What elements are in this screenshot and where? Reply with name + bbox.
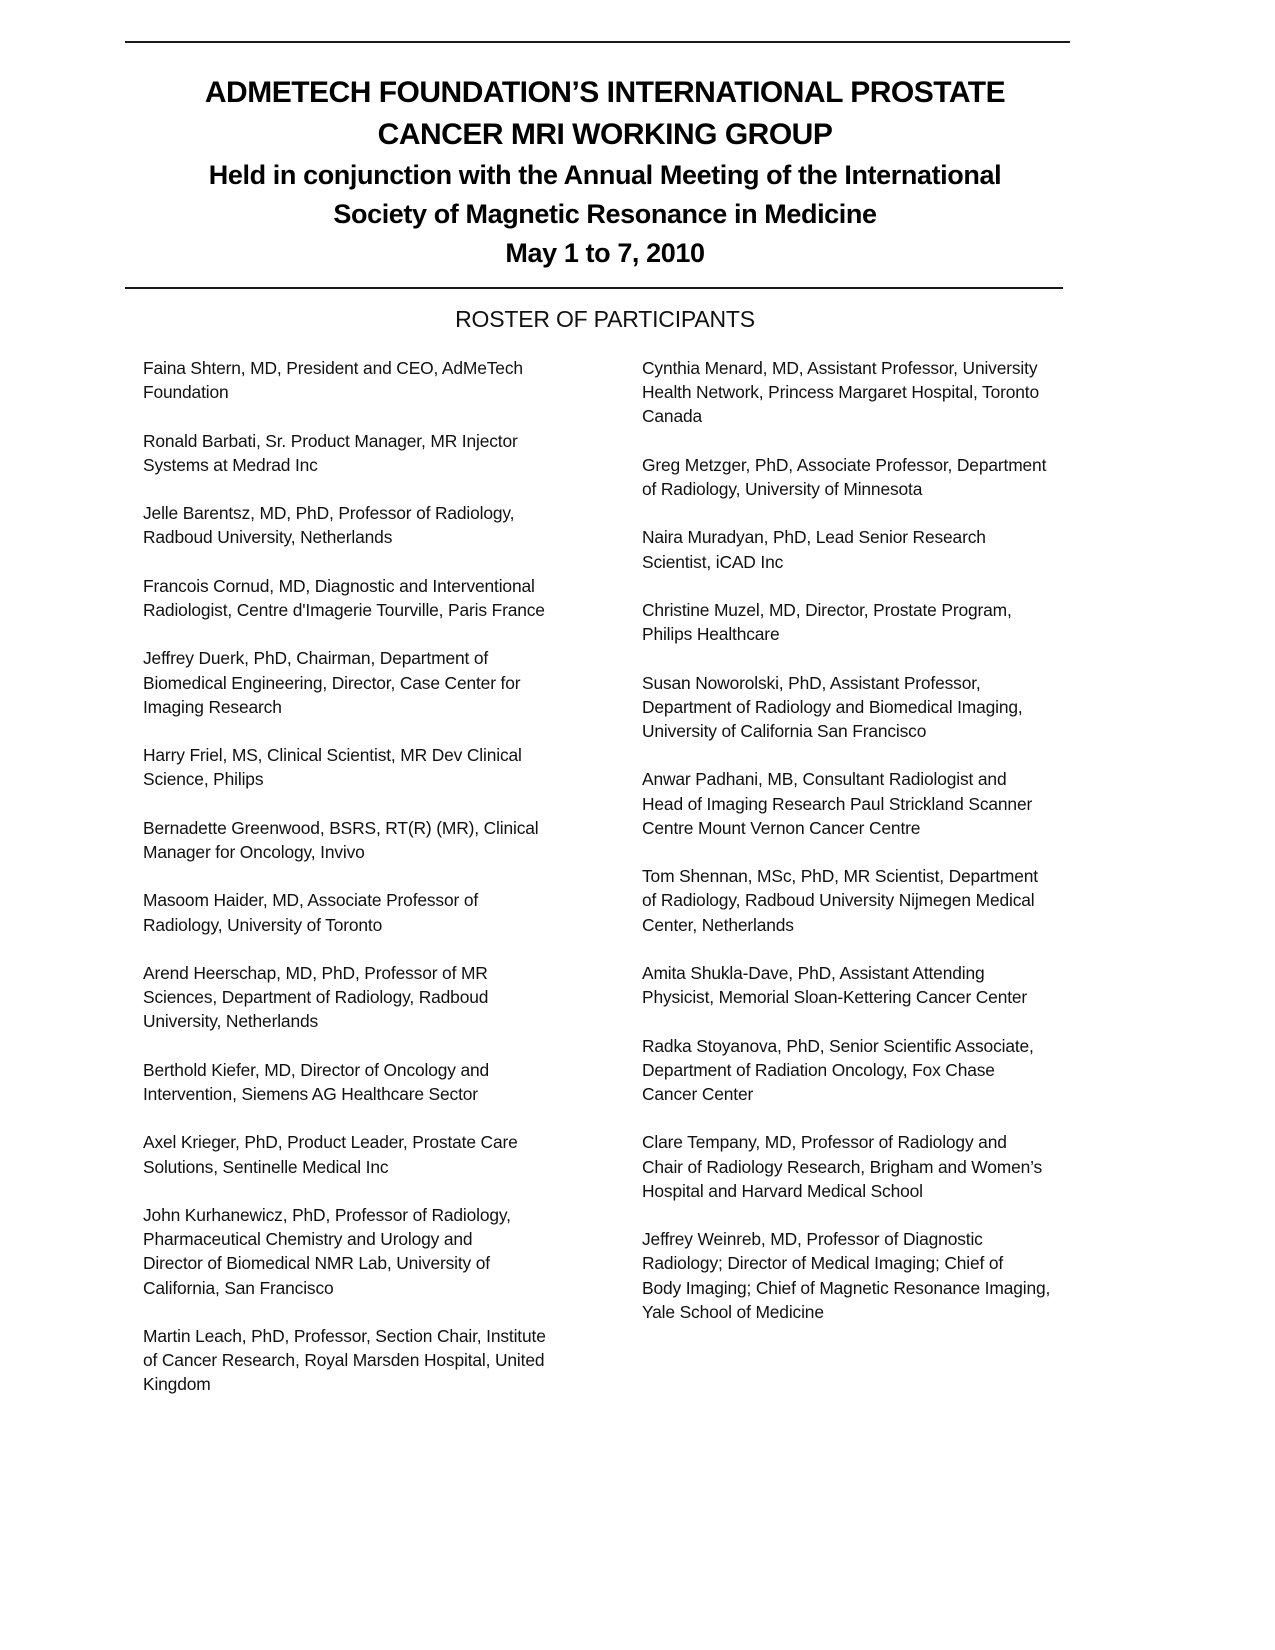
participant-entry	[143, 743, 583, 791]
participant-entry-line: Head of Imaging Research Paul Strickland Scanner	[642, 793, 1033, 814]
participant-entry-line: Radiology; Director of Medical Imaging; Chief of	[642, 1253, 1004, 1274]
participant-entry-line: Anwar Padhani, MB, Consultant Radiologist and	[642, 769, 1007, 790]
participant-entry-line: Intervention, Siemens AG Healthcare Sector	[143, 1083, 478, 1104]
participant-entry-line: John Kurhanewicz, PhD, Professor of Radiology,	[143, 1204, 511, 1225]
participant-entry	[642, 671, 1082, 744]
participant-entry-line: Physicist, Memorial Sloan-Kettering Cancer Center	[642, 987, 1028, 1008]
participant-entry-line: of Radiology, University of Minnesota	[642, 479, 923, 499]
participant-entry-line: Director of Biomedical NMR Lab, University of	[143, 1253, 490, 1274]
participant-entry-line: Cynthia Menard, MD, Assistant Professor, University	[642, 358, 1038, 378]
title-line-2: CANCER MRI WORKING GROUP	[377, 118, 833, 151]
participant-entry-line: Centre Mount Vernon Cancer Centre	[642, 817, 921, 838]
participant-entry-line: of Cancer Research, Royal Marsden Hospital, United	[143, 1350, 545, 1371]
participant-entry	[143, 501, 583, 549]
participant-entry-line: Masoom Haider, MD, Associate Professor of	[143, 890, 479, 911]
participant-entry-line: Scientist, iCAD Inc	[642, 551, 784, 572]
participant-entry-line: Kingdom	[143, 1374, 211, 1395]
participant-entry-line: Susan Noworolski, PhD, Assistant Professor,	[642, 672, 981, 693]
participant-entry	[642, 961, 1082, 1009]
roster-heading: ROSTER OF PARTICIPANTS	[455, 306, 755, 332]
participant-entry-line: Amita Shukla-Dave, PhD, Assistant Attending	[642, 962, 985, 983]
event-dates: May 1 to 7, 2010	[505, 238, 705, 268]
participant-entry	[642, 864, 1082, 937]
participant-entry	[143, 574, 583, 622]
participant-entry	[642, 1130, 1082, 1203]
participant-entry	[143, 1058, 583, 1106]
participant-entry-line: Solutions, Sentinelle Medical Inc	[143, 1156, 389, 1177]
participant-entry	[642, 525, 1082, 573]
participant-entry-line: Department of Radiology and Biomedical Imaging,	[642, 696, 1023, 717]
participant-entry-line: Chair of Radiology Research, Brigham and Women’s	[642, 1156, 1043, 1177]
participant-entry-line: Science, Philips	[143, 769, 264, 790]
participant-entry-line: Pharmaceutical Chemistry and Urology and	[143, 1229, 473, 1250]
participant-entry-line: Francois Cornud, MD, Diagnostic and Interventional	[143, 575, 535, 596]
participant-entry	[143, 816, 583, 864]
participant-entry-line: Department of Radiation Oncology, Fox Chase	[642, 1059, 995, 1080]
participant-entry	[642, 598, 1082, 646]
participant-entry-line: Health Network, Princess Margaret Hospital, Toronto	[642, 382, 1040, 403]
participant-entry	[143, 888, 583, 936]
participant-entry-line: Naira Muradyan, PhD, Lead Senior Research	[642, 527, 986, 548]
participant-entry-line: Bernadette Greenwood, BSRS, RT(R) (MR), Clinical	[143, 817, 539, 838]
participant-entry-line: Sciences, Department of Radiology, Radboud	[143, 987, 489, 1008]
participant-entry-line: Body Imaging; Chief of Magnetic Resonance Imaging,	[642, 1277, 1051, 1298]
participant-entry-line: California, San Francisco	[143, 1277, 334, 1298]
participant-entry	[642, 453, 1082, 501]
participant-entry-line: Jeffrey Weinreb, MD, Professor of Diagnostic	[642, 1229, 983, 1250]
participant-entry-line: Radiologist, Centre d'Imagerie Tourville, Paris France	[143, 599, 545, 620]
participant-entry-line: Philips Healthcare	[642, 624, 780, 645]
participant-entry	[143, 356, 583, 404]
roster-left-column	[143, 356, 583, 1421]
participant-entry-line: Christine Muzel, MD, Director, Prostate Program,	[642, 599, 1012, 620]
participant-entry-line: Radboud University, Netherlands	[143, 527, 393, 548]
participant-entry-line: Systems at Medrad Inc	[143, 454, 318, 475]
header-divider	[125, 287, 1063, 289]
participant-entry	[143, 1324, 583, 1397]
participant-entry-line: Berthold Kiefer, MD, Director of Oncology and	[143, 1059, 490, 1080]
participant-entry-line: Manager for Oncology, Invivo	[143, 841, 365, 862]
participant-entry-line: Harry Friel, MS, Clinical Scientist, MR Dev Clinical	[143, 745, 522, 766]
participant-entry	[143, 429, 583, 477]
participant-entry-line: Radka Stoyanova, PhD, Senior Scientific Associate,	[642, 1035, 1034, 1056]
participant-entry-line: Radiology, University of Toronto	[143, 914, 383, 935]
participant-entry	[642, 767, 1082, 840]
participant-entry-line: Ronald Barbati, Sr. Product Manager, MR Injector	[143, 430, 518, 451]
participant-entry-line: Arend Heerschap, MD, PhD, Professor of MR	[143, 962, 488, 983]
top-divider	[125, 41, 1070, 43]
subtitle-line-1: Held in conjunction with the Annual Meeting of the International	[208, 160, 1002, 190]
title-line-1: ADMETECH FOUNDATION’S INTERNATIONAL PROSTATE	[204, 76, 1006, 109]
participant-entry	[143, 1203, 583, 1300]
participant-entry	[642, 356, 1082, 429]
participant-entry-line: Faina Shtern, MD, President and CEO, AdMeTech	[143, 358, 523, 378]
participant-entry-line: Biomedical Engineering, Director, Case Center for	[143, 672, 521, 693]
participant-entry-line: Greg Metzger, PhD, Associate Professor, Department	[642, 454, 1047, 475]
participant-entry-line: Jeffrey Duerk, PhD, Chairman, Department of	[143, 648, 489, 669]
participant-entry-line: Axel Krieger, PhD, Product Leader, Prostate Care	[143, 1132, 518, 1153]
participant-entry-line: Hospital and Harvard Medical School	[642, 1180, 923, 1201]
participant-entry-line: University of California San Francisco	[642, 720, 927, 741]
participant-entry-line: Foundation	[143, 382, 229, 403]
participant-entry	[642, 1034, 1082, 1107]
participant-entry-line: Martin Leach, PhD, Professor, Section Chair, Institute	[143, 1325, 546, 1346]
participant-entry-line: Center, Netherlands	[642, 914, 794, 935]
participant-entry	[642, 1227, 1082, 1324]
participant-entry-line: Cancer Center	[642, 1083, 754, 1104]
participant-entry-line: Tom Shennan, MSc, PhD, MR Scientist, Department	[642, 866, 1038, 887]
participant-entry-line: Imaging Research	[143, 696, 282, 717]
participant-entry-line: University, Netherlands	[143, 1011, 319, 1032]
roster-right-column	[642, 356, 1082, 1348]
participant-entry	[143, 1130, 583, 1178]
participant-entry-line: of Radiology, Radboud University Nijmegen Medical	[642, 890, 1035, 911]
participant-entry	[143, 646, 583, 719]
participant-entry-line: Yale School of Medicine	[642, 1301, 824, 1322]
participant-entry	[143, 961, 583, 1034]
participant-entry-line: Jelle Barentsz, MD, PhD, Professor of Radiology,	[143, 503, 515, 524]
participant-entry-line: Clare Tempany, MD, Professor of Radiology and	[642, 1132, 1007, 1153]
document-header	[130, 72, 1080, 273]
participant-entry-line: Canada	[642, 406, 703, 427]
subtitle-line-2: Society of Magnetic Resonance in Medicine	[333, 199, 877, 229]
